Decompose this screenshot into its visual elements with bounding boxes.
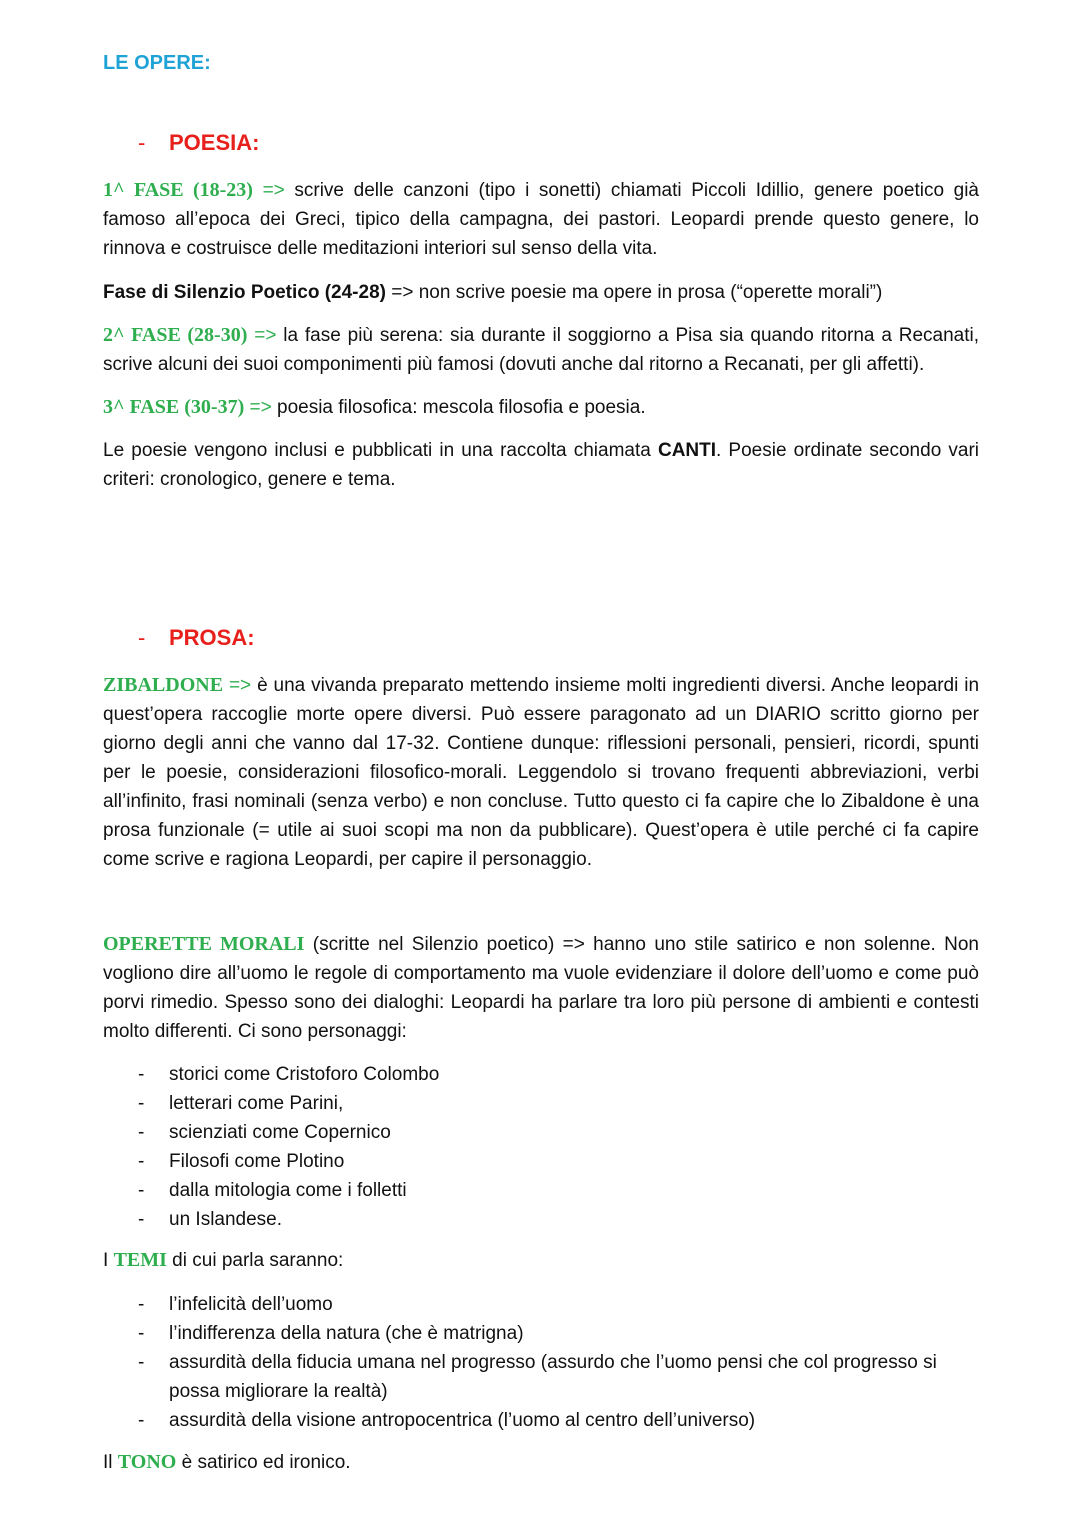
section-heading-poesia — [138, 130, 259, 156]
tono-text-pre: Il — [103, 1452, 118, 1473]
bullet-dash: - — [138, 625, 146, 650]
list-item: - storici come Cristoforo Colombo — [138, 1060, 979, 1089]
tono-text-post: è satirico ed ironico. — [176, 1452, 351, 1473]
paragraph-fase2 — [103, 321, 979, 379]
section-heading-label: POESIA: — [169, 130, 260, 155]
arrow: => — [262, 180, 285, 201]
page-title: LE OPERE: — [103, 52, 211, 74]
temi-text-pre: I — [103, 1250, 114, 1271]
fase2-text: la fase più serena: sia durante il soggiorno a Pisa sia quando ritorna a Recanati, scrive alcuni dei suoi componimenti più famosi (dovuti anche dal ritorno a Recanati, per gli affetti). — [103, 325, 979, 375]
operette-text: (scritte nel Silenzio poetico) => hanno uno stile satirico e non solenne. Non vogliono dire all’uomo le regole di comportamento ma vuole evidenziare il dolore dell’uomo e come può porvi rimedio. Spesso sono dei dialoghi: Leopardi ha parlare tra loro più persone di ambienti e contesti molto differenti. Ci sono personaggi: — [103, 934, 979, 1042]
personaggi-list — [138, 1060, 979, 1234]
tono-label: TONO — [117, 1451, 177, 1473]
list-item: - assurdità della visione antropocentrica (l’uomo al centro dell’universo) — [138, 1406, 979, 1435]
bullet-dash: - — [138, 130, 146, 155]
section-heading-label: PROSA: — [169, 625, 255, 650]
arrow: => — [254, 325, 277, 346]
arrow: => — [249, 397, 272, 418]
list-item: - l’infelicità dell’uomo — [138, 1290, 979, 1319]
paragraph-silenzio — [103, 278, 979, 307]
temi-label: TEMI — [113, 1249, 167, 1271]
paragraph-fase1 — [103, 176, 979, 263]
arrow: => — [228, 675, 252, 696]
operette-label: OPERETTE MORALI — [103, 933, 305, 955]
fase3-label: 3^ FASE (30-37) — [103, 396, 245, 418]
silenzio-text: => non scrive poesie ma opere in prosa (“operette morali”) — [385, 282, 883, 303]
list-item: - dalla mitologia come i folletti — [138, 1176, 979, 1205]
fase2-label: 2^ FASE (28-30) — [103, 324, 248, 346]
section-heading-prosa — [138, 625, 255, 651]
list-item: - l’indifferenza della natura (che è matrigna) — [138, 1319, 979, 1348]
list-item: - un Islandese. — [138, 1205, 979, 1234]
zibaldone-label: ZIBALDONE — [103, 674, 224, 696]
list-item: - letterari come Parini, — [138, 1089, 979, 1118]
temi-text-post: di cui parla saranno: — [166, 1250, 344, 1271]
paragraph-canti — [103, 436, 979, 494]
fase1-label: 1^ FASE (18-23) — [103, 179, 253, 201]
list-item: - Filosofi come Plotino — [138, 1147, 979, 1176]
zibaldone-text: è una vivanda preparato mettendo insieme molti ingredienti diversi. Anche leopardi in quest’opera raccoglie morte opere diversi. Può essere paragonato ad un DIARIO scritto giorno per giorno degli anni che vanno dal 17-32. Contiene dunque: riflessioni personali, pensieri, ricordi, spunti per le poesie, considerazioni filosofico-morali. Leggendolo si trovano frequenti abbreviazioni, verbi all’infinito, frasi nominali (senza verbo) e non concluse. Tutto questo ci fa capire che lo Zibaldone è una prosa funzionale (= utile ai suoi scopi ma non da pubblicare). Quest’opera è utile perché ci fa capire come scrive e ragiona Leopardi, per capire il personaggio. — [103, 675, 980, 870]
paragraph-temi — [103, 1246, 979, 1275]
fase1-text: scrive delle canzoni (tipo i sonetti) chiamati Piccoli Idillio, genere poetico già famoso all’epoca dei Greci, tipico della campagna, dei pastori. Leopardi prende questo genere, lo rinnova e costruisce delle meditazioni interiori sul senso della vita. — [103, 180, 979, 259]
paragraph-fase3 — [103, 393, 979, 422]
paragraph-zibaldone — [103, 671, 979, 874]
paragraph-tono — [103, 1448, 979, 1477]
canti-label: CANTI — [657, 440, 717, 461]
canti-text-pre: Le poesie vengono inclusi e pubblicati in una raccolta chiamata — [103, 440, 658, 461]
paragraph-operette — [103, 930, 979, 1046]
silenzio-label: Fase di Silenzio Poetico (24-28) — [103, 282, 386, 303]
temi-list — [138, 1290, 979, 1435]
list-item: - scienziati come Copernico — [138, 1118, 979, 1147]
list-item: - assurdità della fiducia umana nel progresso (assurdo che l’uomo pensi che col progresso si possa migliorare la realtà) — [138, 1348, 979, 1406]
canti-text-post: . Poesie ordinate secondo vari criteri: cronologico, genere e tema. — [103, 440, 979, 490]
fase3-text: poesia filosofica: mescola filosofia e poesia. — [271, 397, 646, 418]
